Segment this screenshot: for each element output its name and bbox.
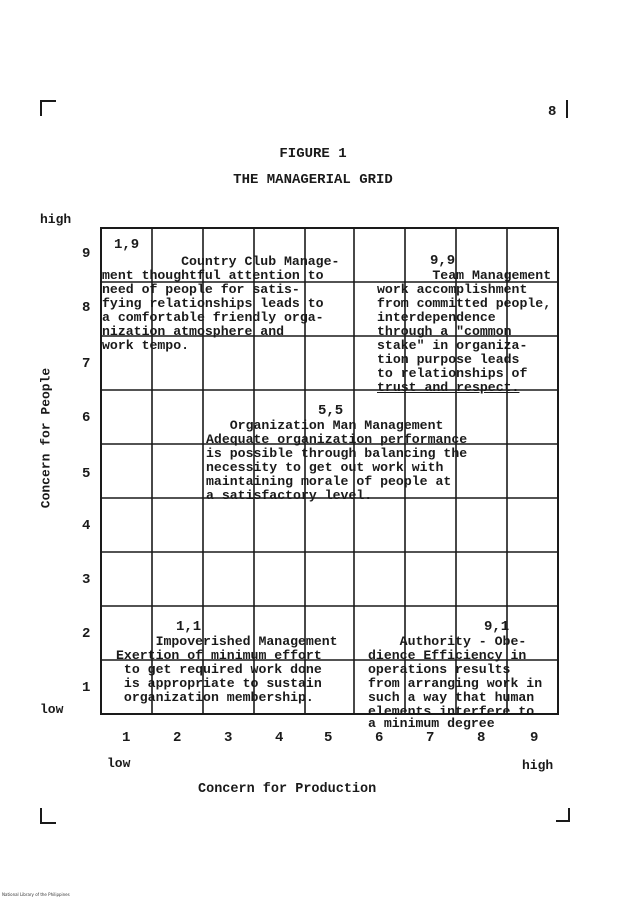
figure-label: FIGURE 1 — [279, 146, 347, 162]
org-man-coord: 5,5 — [318, 403, 344, 419]
y-tick: 7 — [82, 356, 91, 372]
x-tick: 3 — [224, 730, 233, 746]
y-axis-label: Concern for People — [38, 367, 54, 509]
impoverished-line: is appropriate to sustain — [116, 676, 322, 691]
org-man-line: is possible through balancing the — [206, 446, 468, 461]
footer-text: National Library of the Philippines — [2, 892, 70, 897]
team-line: Team Management — [377, 268, 552, 283]
y-tick: 4 — [82, 518, 91, 534]
team-line: work accomplishment — [377, 282, 528, 297]
y-axis-high: high — [40, 212, 72, 227]
authority-line: from arranging work in — [368, 676, 543, 691]
authority-line: dience Efficiency in — [368, 648, 527, 663]
impoverished-coord: 1,1 — [176, 619, 202, 635]
x-tick: 2 — [173, 730, 182, 746]
authority-line: such a way that human — [368, 690, 535, 705]
country-club-line: a comfortable friendly orga- — [102, 310, 324, 325]
x-axis-label: Concern for Production — [198, 782, 377, 797]
country-club-line: work tempo. — [102, 338, 190, 353]
team-line: stake" in organiza- — [377, 338, 528, 353]
x-tick: 7 — [426, 730, 435, 746]
x-tick: 4 — [275, 730, 284, 746]
y-tick: 6 — [82, 410, 91, 426]
x-tick: 8 — [477, 730, 486, 746]
country-club-line: fying relationships leads to — [102, 296, 324, 311]
team-line: from committed people, — [377, 296, 552, 311]
org-man-line: a satisfactory level. — [206, 488, 373, 503]
x-tick: 1 — [122, 730, 131, 746]
country-club-coord: 1,9 — [114, 237, 140, 253]
figure-title: THE MANAGERIAL GRID — [233, 172, 393, 188]
team-coord: 9,9 — [430, 253, 456, 269]
y-tick: 9 — [82, 246, 91, 262]
x-axis-high: high — [522, 758, 554, 773]
y-tick: 2 — [82, 626, 91, 642]
team-line: through a "common — [377, 324, 512, 339]
authority-coord: 9,1 — [484, 619, 510, 635]
y-tick: 3 — [82, 572, 91, 588]
x-tick: 5 — [324, 730, 333, 746]
page-number: 8 — [548, 104, 557, 120]
authority-line: elements interfere to — [368, 704, 535, 719]
org-man-line: necessity to get out work with — [206, 460, 444, 475]
x-axis-low: low — [107, 756, 131, 771]
authority-line: a minimum degree — [368, 716, 495, 731]
country-club-line: ment thoughtful attention to — [102, 268, 324, 283]
y-tick: 1 — [82, 680, 91, 696]
impoverished-line: Impoverished Management — [116, 634, 338, 649]
team-line: tion purpose leads — [377, 352, 520, 367]
y-tick: 5 — [82, 466, 91, 482]
org-man-line: Organization Man Management — [206, 418, 444, 433]
impoverished-line: to get required work done — [116, 662, 322, 677]
org-man-line: Adequate organization performance — [206, 432, 468, 447]
x-tick: 9 — [530, 730, 539, 746]
country-club-line: Country Club Manage- — [102, 254, 340, 269]
country-club-line: nization atmosphere and — [102, 324, 285, 339]
country-club-line: need of people for satis- — [102, 282, 300, 297]
y-tick: 8 — [82, 300, 91, 316]
team-line: interdependence — [377, 310, 496, 325]
y-axis-low: low — [40, 702, 64, 717]
authority-line: Authority - Obe- — [368, 634, 527, 649]
org-man-line: maintaining morale of people at — [206, 474, 452, 489]
impoverished-line: Exertion of minimum effort — [116, 648, 322, 663]
team-line: to relationships of — [377, 366, 528, 381]
team-line: trust and respect. — [377, 380, 520, 395]
authority-line: operations results — [368, 662, 511, 677]
x-tick: 6 — [375, 730, 384, 746]
impoverished-line: organization membership. — [116, 690, 314, 705]
